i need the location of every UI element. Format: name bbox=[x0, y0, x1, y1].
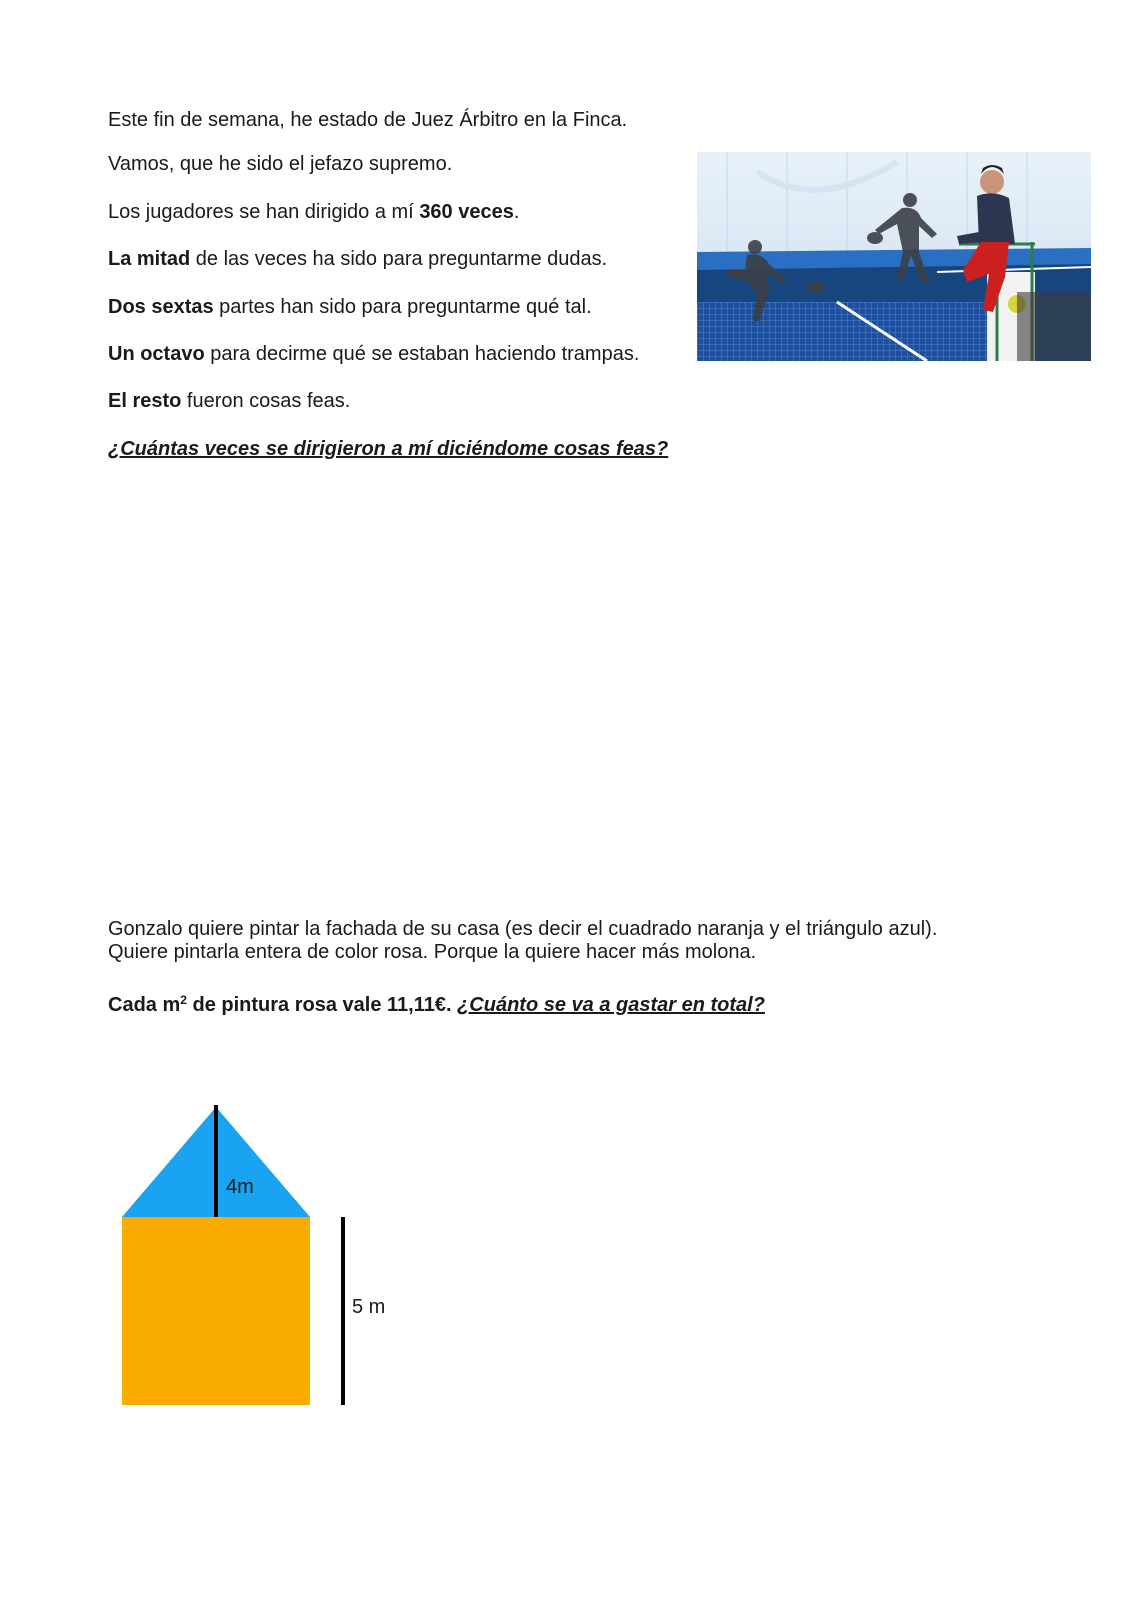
p2-price-line bbox=[108, 988, 765, 1017]
house-figure bbox=[110, 1095, 430, 1415]
p1-line-6-post: para decirme qué se estaban haciendo trampas. bbox=[204, 343, 640, 365]
p1-line-3-post: . bbox=[513, 201, 520, 223]
p1-line-3 bbox=[108, 200, 519, 224]
p1-line-5-bold: Dos sextas bbox=[108, 296, 214, 318]
padel-referee-photo bbox=[697, 152, 1091, 361]
p1-line-1: Este fin de semana, he estado de Juez Árbitro en la Finca. bbox=[108, 109, 628, 131]
p1-question: ¿Cuántas veces se dirigieron a mí diciéndome cosas feas? bbox=[108, 438, 669, 460]
p2-line-2: Quiere pintarla entera de color rosa. Porque la quiere hacer más molona. bbox=[108, 941, 757, 963]
p1-line-3-pre: Los jugadores se han dirigido a mí bbox=[108, 201, 420, 223]
triangle-height-label: 4m bbox=[226, 1176, 254, 1198]
p1-line-4 bbox=[108, 247, 607, 271]
p1-line-6-bold: Un octavo bbox=[108, 343, 205, 365]
p1-line-7-bold: El resto bbox=[108, 390, 182, 412]
p2-line-1: Gonzalo quiere pintar la fachada de su casa (es decir el cuadrado naranja y el triángulo azul). bbox=[108, 918, 938, 940]
p1-line-3-bold: 360 veces bbox=[419, 201, 514, 223]
p2-price-post: de pintura rosa vale 11,11€. bbox=[186, 994, 458, 1016]
p2-question: ¿Cuánto se va a gastar en total? bbox=[457, 994, 765, 1016]
p1-line-6 bbox=[108, 342, 639, 366]
p1-line-7-post: fueron cosas feas. bbox=[181, 390, 351, 412]
p1-line-7 bbox=[108, 389, 350, 413]
p1-line-4-bold: La mitad bbox=[108, 248, 191, 270]
p1-line-4-post: de las veces ha sido para preguntarme dudas. bbox=[190, 248, 608, 270]
p2-price-pre: Cada m bbox=[108, 994, 181, 1016]
p1-line-2: Vamos, que he sido el jefazo supremo. bbox=[108, 153, 453, 175]
orange-square bbox=[122, 1217, 310, 1405]
p1-line-5-post: partes han sido para preguntarme qué tal. bbox=[213, 296, 592, 318]
square-side-label: 5 m bbox=[352, 1296, 386, 1318]
p1-line-5 bbox=[108, 295, 592, 319]
p2-price-sup: 2 bbox=[180, 993, 187, 1007]
